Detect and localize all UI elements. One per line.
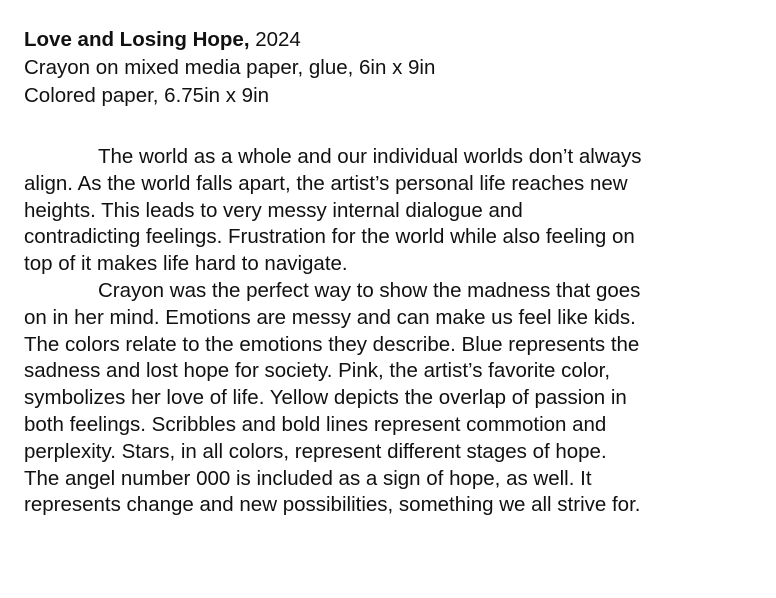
text-line: represents change and new possibilities, something we all strive for. xyxy=(24,493,641,517)
text-line: heights. This leads to very messy internal dialogue and xyxy=(24,198,523,222)
artwork-backing: Colored paper, 6.75in x 9in xyxy=(24,84,270,107)
artwork-medium: Crayon on mixed media paper, glue, 6in x 9in xyxy=(24,56,436,79)
text-line: sadness and lost hope for society. Pink, the artist’s favorite color, xyxy=(24,359,611,383)
statement-paragraph-1 xyxy=(24,144,772,278)
text-line: both feelings. Scribbles and bold lines represent commotion and xyxy=(24,412,607,436)
artwork-label xyxy=(24,26,764,110)
text-line: The colors relate to the emotions they describe. Blue represents the xyxy=(24,332,640,356)
text-line: The world as a whole and our individual worlds don’t always xyxy=(98,145,642,168)
text-line: on in her mind. Emotions are messy and can make us feel like kids. xyxy=(24,305,636,329)
artwork-year: 2024 xyxy=(255,28,301,51)
text-line: align. As the world falls apart, the artist’s personal life reaches new xyxy=(24,171,628,195)
text-line: Crayon was the perfect way to show the madness that goes xyxy=(98,278,641,302)
text-line: contradicting feelings. Frustration for the world while also feeling on xyxy=(24,225,635,249)
artist-statement xyxy=(24,144,772,519)
text-line: top of it makes life hard to navigate. xyxy=(24,252,348,276)
text-line: symbolizes her love of life. Yellow depicts the overlap of passion in xyxy=(24,386,627,410)
text-line: perplexity. Stars, in all colors, represent different stages of hope. xyxy=(24,439,607,463)
title-line xyxy=(24,26,764,54)
text-line: The angel number 000 is included as a sign of hope, as well. It xyxy=(24,466,592,490)
artwork-title: Love and Losing Hope, xyxy=(24,28,250,51)
statement-paragraph-2 xyxy=(24,278,772,519)
